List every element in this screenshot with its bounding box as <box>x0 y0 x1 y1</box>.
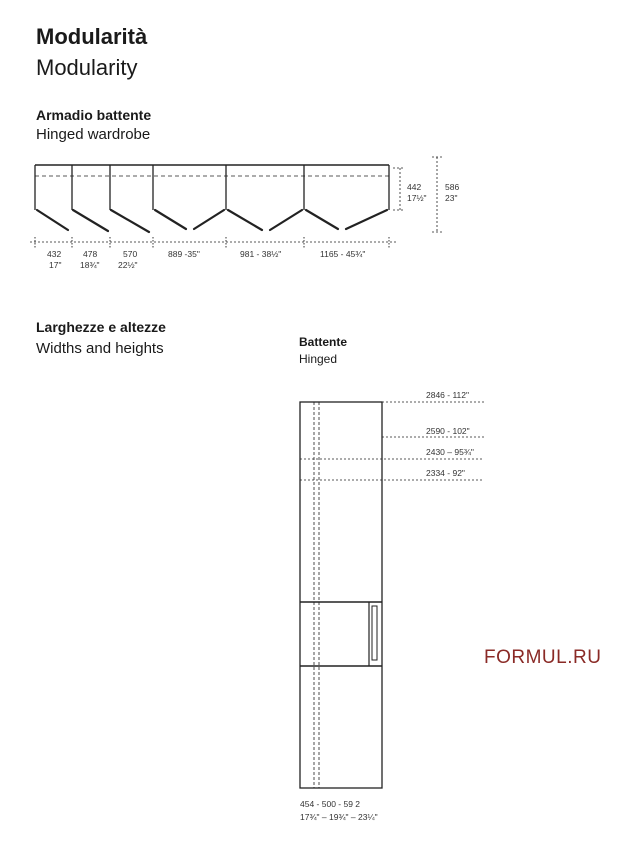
height-2590: 2590 - 102" <box>426 426 470 436</box>
depth-586-mm: 586 <box>445 182 460 192</box>
width-570-mm: 570 <box>123 249 138 259</box>
wardrobe-plan-view <box>30 157 442 248</box>
width-570-in: 22½" <box>118 260 138 270</box>
page-subtitle: Modularity <box>36 55 138 80</box>
height-2430: 2430 – 95¾" <box>426 447 474 457</box>
watermark: FORMUL.RU <box>484 647 602 668</box>
hinged-panel-title: Battente <box>299 335 348 349</box>
depth-442-in: 17½" <box>407 193 427 203</box>
panel-widths-mm: 454 - 500 - 59 2 <box>300 799 361 809</box>
width-432-in: 17" <box>49 260 62 270</box>
width-981: 981 - 38½" <box>240 249 282 259</box>
heights-section-subtitle: Widths and heights <box>36 340 164 357</box>
width-889: 889 -35" <box>168 249 200 259</box>
hinged-elevation <box>300 402 484 788</box>
height-2846: 2846 - 112" <box>426 390 470 400</box>
width-478-mm: 478 <box>83 249 98 259</box>
wardrobe-section-subtitle: Hinged wardrobe <box>36 126 151 143</box>
wardrobe-section-title: Armadio battente <box>36 107 152 123</box>
heights-section-title: Larghezze e altezze <box>36 319 166 335</box>
width-478-in: 18¾" <box>80 260 100 270</box>
page-title: Modularità <box>36 24 148 49</box>
depth-442-mm: 442 <box>407 182 422 192</box>
width-432-mm: 432 <box>47 249 62 259</box>
height-2334: 2334 - 92" <box>426 468 465 478</box>
hinged-panel-subtitle: Hinged <box>299 352 338 366</box>
panel-widths-in: 17¾" – 19¾" – 23¼" <box>300 812 378 822</box>
depth-586-in: 23" <box>445 193 458 203</box>
width-1165: 1165 - 45¾" <box>320 249 366 259</box>
